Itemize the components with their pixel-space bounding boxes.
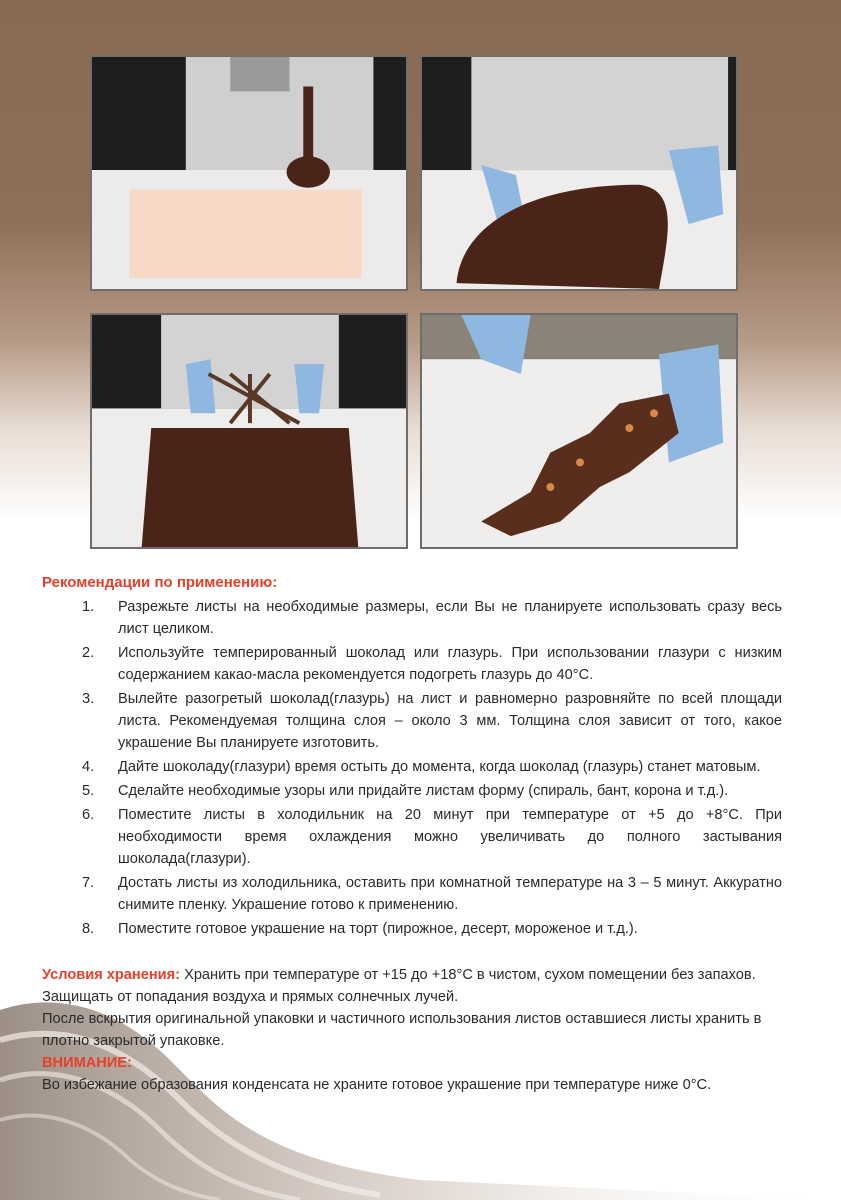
storage-conditions <box>42 964 782 1008</box>
recommendations-list <box>42 596 782 940</box>
step-item: 6. Поместите листы в холодильник на 20 минут при температуре от +5 до +8°С. При необходимости время охлаждения можно увеличивать до полного застывания шоколада(глазури). <box>82 807 782 867</box>
step-item: 3. Вылейте разогретый шоколад(глазурь) на лист и равномерно разровняйте по всей площади листа. Рекомендуемая толщина слоя – около 3 мм. Толщина слоя зависит от того, какое украшение Вы планируете изготовить. <box>82 691 782 751</box>
spiral-decoration-photo <box>420 313 738 549</box>
storage-label: Условия хранения: <box>42 967 181 983</box>
warning-label: ВНИМАНИЕ: <box>42 1055 132 1071</box>
storage-section <box>42 964 782 1096</box>
recommendations-heading: Рекомендации по применению: <box>42 574 278 591</box>
cutting-strips-photo <box>90 313 408 549</box>
instructions-content <box>42 572 782 1096</box>
warning-text: Во избежание образования конденсата не храните готовое украшение при температуре ниже 0°С. <box>42 1077 712 1093</box>
storage-after-opening: После вскрытия оригинальной упаковки и частичного использования листов оставшиеся листы хранить в плотно закрытой упаковке. <box>42 1011 762 1049</box>
step-item: 4. Дайте шоколаду(глазури) время остыть до момента, когда шоколад (глазурь) станет матовым. <box>82 759 761 775</box>
storage-text: Хранить при температуре от +15 до +18°С в чистом, сухом помещении без запахов. Защищать от попадания воздуха и прямых солнечных лучей. <box>42 967 756 1005</box>
pouring-chocolate-photo <box>90 55 408 291</box>
instruction-photo-grid <box>90 55 745 550</box>
step-item: 7. Достать листы из холодильника, оставить при комнатной температуре на 3 – 5 минут. Аккуратно снимите пленку. Украшение готово к применению. <box>82 875 782 913</box>
step-item: 8. Поместите готовое украшение на торт (пирожное, десерт, мороженое и т.д.). <box>82 921 638 937</box>
step-item: 2. Используйте темперированный шоколад или глазурь. При использовании глазури с низким содержанием какао-масла рекомендуется подогреть глазурь до 40°С. <box>82 645 782 683</box>
spreading-chocolate-photo <box>420 55 738 291</box>
step-item: 5. Сделайте необходимые узоры или придайте листам форму (спираль, бант, корона и т.д.). <box>82 783 729 799</box>
step-item: 1. Разрежьте листы на необходимые размеры, если Вы не планируете использовать сразу весь лист целиком. <box>82 599 782 637</box>
